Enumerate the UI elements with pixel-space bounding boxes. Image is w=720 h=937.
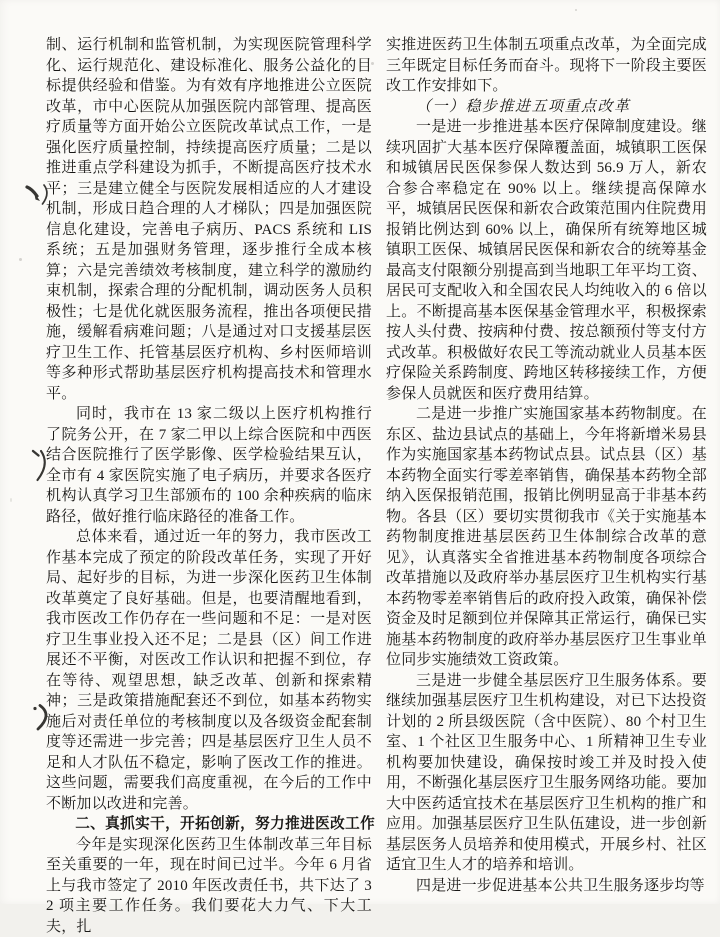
paragraph: 总体来看，通过近一年的努力，我市医改工作基本完成了预定的阶段改革任务，实现了开好局、起好步的目标，为进一步深化医药卫生体制改革奠定了良好基础。但是，也要清醒地看到，我市医改工作仍存在一些问题和不足：一是对医疗卫生事业投入还不足；二是县（区）间工作进展还不平衡，对医改工作认识和把握不到位，存在等待、观望思想，缺乏改革、创新和探索精神；三是政策措施配套还不到位，如基本药物实施后对责任单位的考核制度以及各级资金配套制度等还需进一步完善；四是基层医疗卫生人员不足和人才队伍不稳定，影响了医改工作的推进。这些问题，需要我们高度重视，在今后的工作中不断加以改进和完善。	[46, 527, 372, 814]
ink-mark-arrow-paren-icon	[24, 182, 54, 210]
paragraph: 一是进一步推进基本医疗保障制度建设。继续巩固扩大基本医疗保障覆盖面，城镇职工医保和城镇居民医保参保人数达到 56.9 万人，新农合参合率稳定在 90% 以上。继续提高保障水平，城镇居民医保和新农合政策范围内住院费用报销比例达到 60% 以上，确保所有统筹地区城镇职工医保、城镇居民医保和新农合的统筹基金最高支付限额分别提高到当地职工年平均工资、居民可支配收入和全国农民人均纯收入的 6 倍以上。不断提高基本医保基金管理水平，积极探索按人头付费、按病种付费、按总额预付等支付方式改革。积极做好农民工等流动就业人员基本医疗保险关系跨制度、跨地区转移接续工作，方便参保人员就医和医疗费用结算。	[386, 117, 707, 404]
text-column-right	[386, 35, 707, 896]
scan-speck	[420, 533, 422, 535]
scan-speck	[88, 766, 90, 768]
scan-speck	[371, 62, 374, 65]
paragraph: 今年是实现深化医药卫生体制改革三年目标至关重要的一年，现在时间已过半。今年 6 月省上与我市签定了 2010 年医改责任书，共下达了 32 项主要工作任务。我们要花大力气、下大工夫，扎	[46, 835, 372, 937]
text-column-left	[46, 35, 372, 937]
scan-speck	[186, 430, 188, 432]
scan-speck	[19, 258, 22, 261]
scan-speck	[10, 498, 12, 502]
paragraph: 二是进一步推广实施国家基本药物制度。在东区、盐边县试点的基础上，今年将新增米易县作为实施国家基本药物试点县。试点县（区）基本药物全面实行零差率销售，确保基本药物全部纳入医保报销范围，报销比例明显高于非基本药物。各县（区）要切实贯彻我市《关于实施基本药物制度推进基层医药卫生体制综合改革的意见》，认真落实全省推进基本药物制度各项综合改革措施以及政府举办基层医疗卫生机构实行基本药物零差率销售后的政府投入政策，确保补偿资金及时足额到位并保障其正常运行，确保已实施基本药物制度的政府举办基层医疗卫生事业单位同步实施绩效工资政策。	[386, 404, 707, 671]
paragraph: 制、运行机制和监管机制，为实现医院管理科学化、运行规范化、建设标准化、服务公益化的目标提供经验和借鉴。为有效有序地推进公立医院改革，市中心医院从加强医院内部管理、提高医疗质量等方面开始公立医院改革试点工作，一是强化医疗质量控制，持续提高医疗质量；二是以推进重点学科建设为抓手，不断提高医疗技术水平；三是建立健全与医院发展相适应的人才建设机制，形成日趋合理的人才梯队；四是加强医院信息化建设，完善电子病历、PACS 系统和 LIS 系统；五是加强财务管理，逐步推行全成本核算；六是完善绩效考核制度，建立科学的激励约束机制，探索合理的分配机制，调动医务人员积极性；七是优化就医服务流程，推出各项便民措施，缓解看病难问题；八是通过对口支援基层医疗卫生工作、托管基层医疗机构、乡村医师培训等多种形式帮助基层医疗机构提高技术和管理水平。	[46, 35, 372, 404]
paragraph: 四是进一步促进基本公共卫生服务逐步均等	[386, 876, 707, 897]
paragraph: 实推进医药卫生体制五项重点改革，为全面完成三年既定目标任务而奋斗。现将下一阶段主要医改工作安排如下。	[386, 35, 707, 97]
scan-speck	[575, 9, 577, 11]
scan-speck	[700, 122, 702, 124]
ink-mark-tick-paren-icon	[30, 448, 52, 484]
paragraph: 同时，我市在 13 家二级以上医疗机构推行了院务公开，在 7 家二甲以上综合医院和中西医结合医院推行了医学影像、医学检验结果互认，全市有 4 家医院实施了电子病历，并要求各医疗机构认真学习卫生部颁布的 100 余种疾病的临床路径，做好推行临床路径的准备工作。	[46, 404, 372, 527]
heading-kai: （一）稳步推进五项重点改革	[386, 97, 707, 118]
ink-mark-crescent-icon	[31, 703, 55, 733]
paragraph: 三是进一步健全基层医疗卫生服务体系。要继续加强基层医疗卫生机构建设，对已下达投资计划的 2 所县级医院（含中医院）、80 个村卫生室、1 个社区卫生服务中心、1 所精神卫生专业机构要加快建设，确保按时竣工并及时投入使用，不断强化基层医疗卫生服务网络功能。要加大中医药适宜技术在基层医疗卫生机构的推广和应用。加强基层医疗卫生队伍建设，进一步创新基层医务人员培养和使用模式，开展乡村、社区适宜卫生人才的培养和培训。	[386, 671, 707, 876]
scan-speck	[660, 249, 662, 251]
heading-bold: 二、真抓实干，开拓创新，努力推进医改工作	[46, 814, 372, 835]
